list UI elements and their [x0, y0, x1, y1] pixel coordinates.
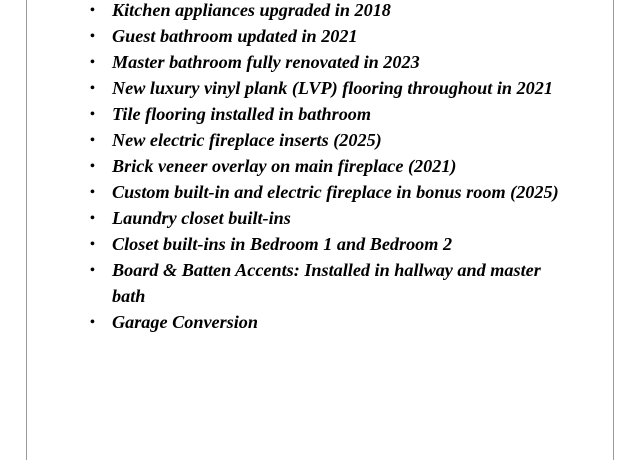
list-item	[88, 257, 578, 309]
list-item	[88, 75, 578, 101]
bullet-icon: •	[90, 107, 95, 122]
bullet-icon: •	[90, 3, 95, 18]
list-item-text: New luxury vinyl plank (LVP) flooring throughout in 2021	[112, 78, 553, 98]
list-item	[88, 153, 578, 179]
list-item-text: Garage Conversion	[112, 312, 259, 332]
bullet-icon: •	[90, 185, 95, 200]
list-item	[88, 23, 578, 49]
bullet-icon: •	[90, 55, 95, 70]
list-item-text: Master bathroom fully renovated in 2023	[112, 52, 420, 72]
bullet-icon: •	[90, 159, 95, 174]
list-item-text: Tile flooring installed in bathroom	[112, 104, 372, 124]
bullet-icon: •	[90, 315, 95, 330]
bullet-icon: •	[90, 133, 95, 148]
list-item	[88, 0, 578, 23]
bullet-icon: •	[90, 263, 95, 278]
list-item-text: Kitchen appliances upgraded in 2018	[112, 0, 391, 20]
list-item	[88, 205, 578, 231]
bullet-icon: •	[90, 237, 95, 252]
list-item-text: Guest bathroom updated in 2021	[112, 26, 358, 46]
list-item	[88, 49, 578, 75]
bullet-icon: •	[90, 29, 95, 44]
list-item-text: Board & Batten Accents: Installed in hallway and master bath	[112, 260, 541, 306]
list-item-text: Laundry closet built-ins	[112, 208, 291, 228]
list-item	[88, 309, 578, 335]
list-item	[88, 127, 578, 153]
list-item	[88, 231, 578, 257]
upgrades-list	[88, 0, 578, 335]
list-item-text: Brick veneer overlay on main fireplace (2021)	[112, 156, 457, 176]
bullet-icon: •	[90, 81, 95, 96]
list-item-text: Custom built-in and electric fireplace in bonus room (2025)	[112, 182, 559, 202]
list-item-text: New electric fireplace inserts (2025)	[112, 130, 382, 150]
bullet-icon: •	[90, 211, 95, 226]
list-item	[88, 179, 578, 205]
list-item-text: Closet built-ins in Bedroom 1 and Bedroom 2	[112, 234, 453, 254]
list-item	[88, 101, 578, 127]
